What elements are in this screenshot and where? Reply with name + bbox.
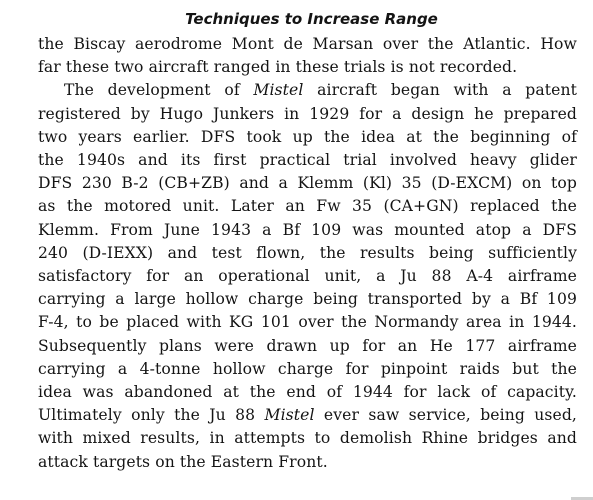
text-line: two years earlier. DFS took up the idea at the beginning of [38,127,577,146]
text-line: the Biscay aerodrome Mont de Marsan over the Atlantic. How [38,35,577,53]
running-head: Techniques to Increase Range [185,10,438,28]
text-segment: Ultimately only the Ju 88 [38,406,265,425]
text-line: F-4, to be placed with KG 101 over the Normandy area in 1944. [38,313,577,332]
text-line: attack targets on the Eastern Front. [38,452,328,471]
text-line: carrying a large hollow charge being transported by a Bf 109 [38,290,577,309]
text-line: the 1940s and its first practical trial involved heavy glider [38,151,577,170]
text-segment: aircraft began with a patent [303,81,577,100]
text-line: Klemm. From June 1943 a Bf 109 was mounted atop a DFS [38,220,577,239]
text-line: with mixed results, in attempts to demolish Rhine bridges and [38,429,577,448]
text-segment: The development of [64,81,254,100]
text-line: satisfactory for an operational unit, a Ju 88 A-4 airframe [38,267,577,286]
text-line: as the motored unit. Later an Fw 35 (CA+GN) replaced the [38,197,577,216]
text-line: far these two aircraft ranged in these trials is not recorded. [38,58,518,77]
text-line: carrying a 4-tonne hollow charge for pinpoint raids but the [38,359,577,378]
text-line [38,404,577,427]
text-line: Subsequently plans were drawn up for an He 177 airframe [38,336,577,355]
text-segment: ever saw service, being used, [314,406,577,425]
text-line: registered by Hugo Junkers in 1929 for a design he prepared [38,104,577,123]
paragraph-mistel [38,79,577,473]
italic-term: Mistel [253,81,304,100]
text-line: DFS 230 B-2 (CB+ZB) and a Klemm (Kl) 35 (D-EXCM) on top [38,174,577,193]
paragraph-continued [38,33,577,79]
text-line: idea was abandoned at the end of 1944 for lack of capacity. [38,383,577,402]
italic-term: Mistel [264,406,315,425]
text-line [38,79,577,102]
text-line: 240 (D-IEXX) and test flown, the results being sufficiently [38,243,577,262]
